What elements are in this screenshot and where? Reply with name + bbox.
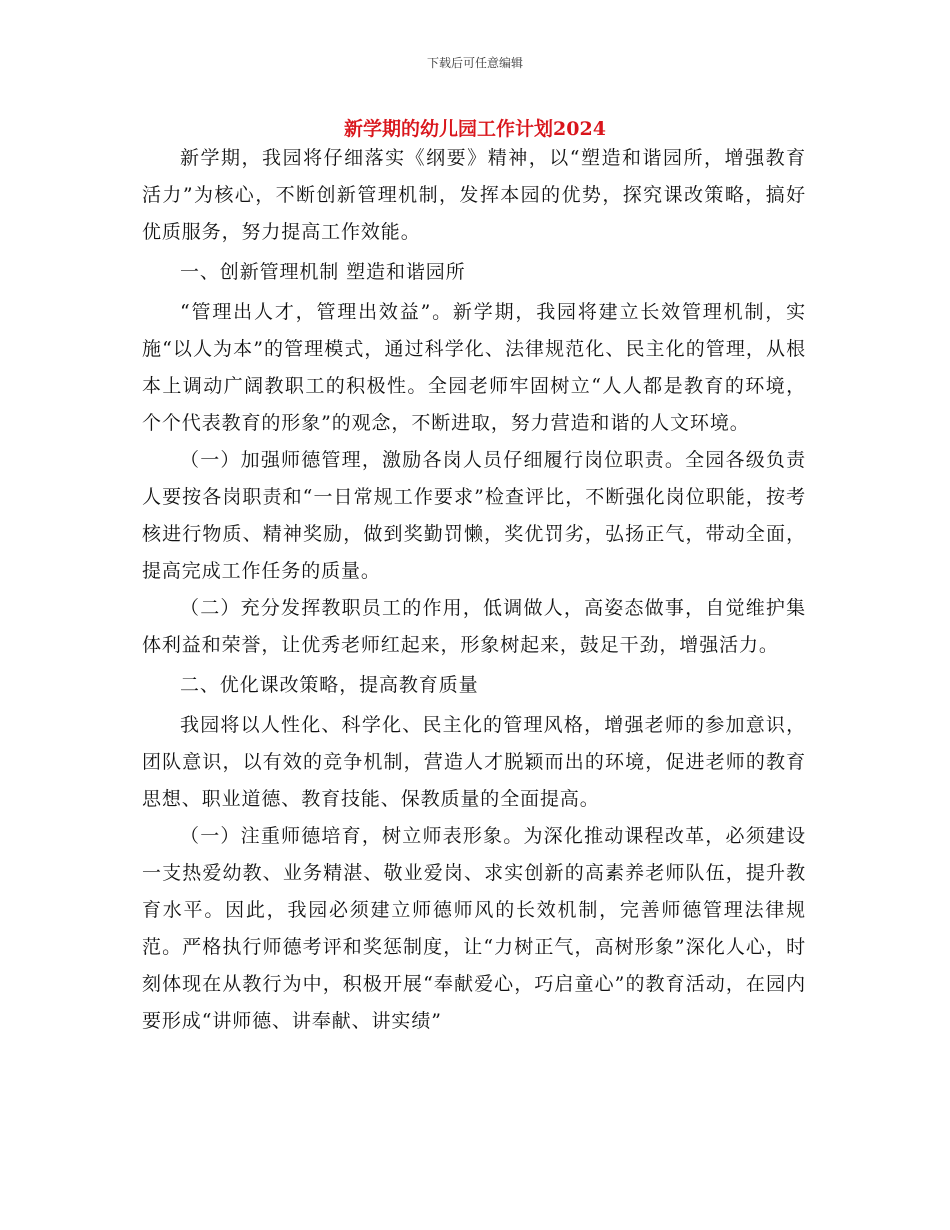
- section-heading-2: 二、优化课改策略，提高教育质量: [180, 674, 479, 696]
- intro-paragraph: 新学期，我园将仔细落实《纲要》精神，以“塑造和谐园所，增强教育活力”为核心，不断创新管理机制，发挥本园的优势，探究课改策略，搞好优质服务，努力提高工作效能。: [142, 147, 806, 243]
- body-paragraph: （二）充分发挥教职员工的作用，低调做人，高姿态做事，自觉维护集体利益和荣誉，让优秀老师红起来，形象树起来，鼓足干劲，增强活力。: [142, 597, 806, 656]
- body-paragraph: （一）注重师德培育，树立师表形象。为深化推动课程改革，必须建设一支热爱幼教、业务精湛、敬业爱岗、求实创新的高素养老师队伍，提升教育水平。因此，我园必须建立师德师风的长效机制，完善师德管理法律规范。严格执行师德考评和奖惩制度，让“力树正气，高树形象”深化人心，时刻体现在从教行为中，积极开展“奉献爱心，巧启童心”的教育活动，在园内要形成“讲师德、讲奉献、讲实绩”: [142, 825, 806, 1032]
- header-note: 下载后可任意编辑: [426, 56, 523, 70]
- section-heading-1: 一、创新管理机制 塑造和谐园所: [180, 261, 466, 283]
- document-body: [142, 140, 806, 1040]
- body-paragraph: （一）加强师德管理，激励各岗人员仔细履行岗位职责。全园各级负责人要按各岗职责和“一日常规工作要求”检查评比，不断强化岗位职能，按考核进行物质、精神奖励，做到奖勤罚懒，奖优罚劣，弘扬正气，带动全面，提高完成工作任务的质量。: [142, 449, 806, 582]
- document-title: 新学期的幼儿园工作计划2024: [344, 118, 606, 140]
- body-paragraph: 我园将以人性化、科学化、民主化的管理风格，增强老师的参加意识，团队意识，以有效的竞争机制，营造人才脱颖而出的环境，促进老师的教育思想、职业道德、教育技能、保教质量的全面提高。: [142, 714, 806, 810]
- body-paragraph: “管理出人才，管理出效益”。新学期，我园将建立长效管理机制，实施“以人为本”的管理模式，通过科学化、法律规范化、民主化的管理，从根本上调动广阔教职工的积极性。全园老师牢固树立“人人都是教育的环境，个个代表教育的形象”的观念，不断进取，努力营造和谐的人文环境。: [142, 301, 806, 434]
